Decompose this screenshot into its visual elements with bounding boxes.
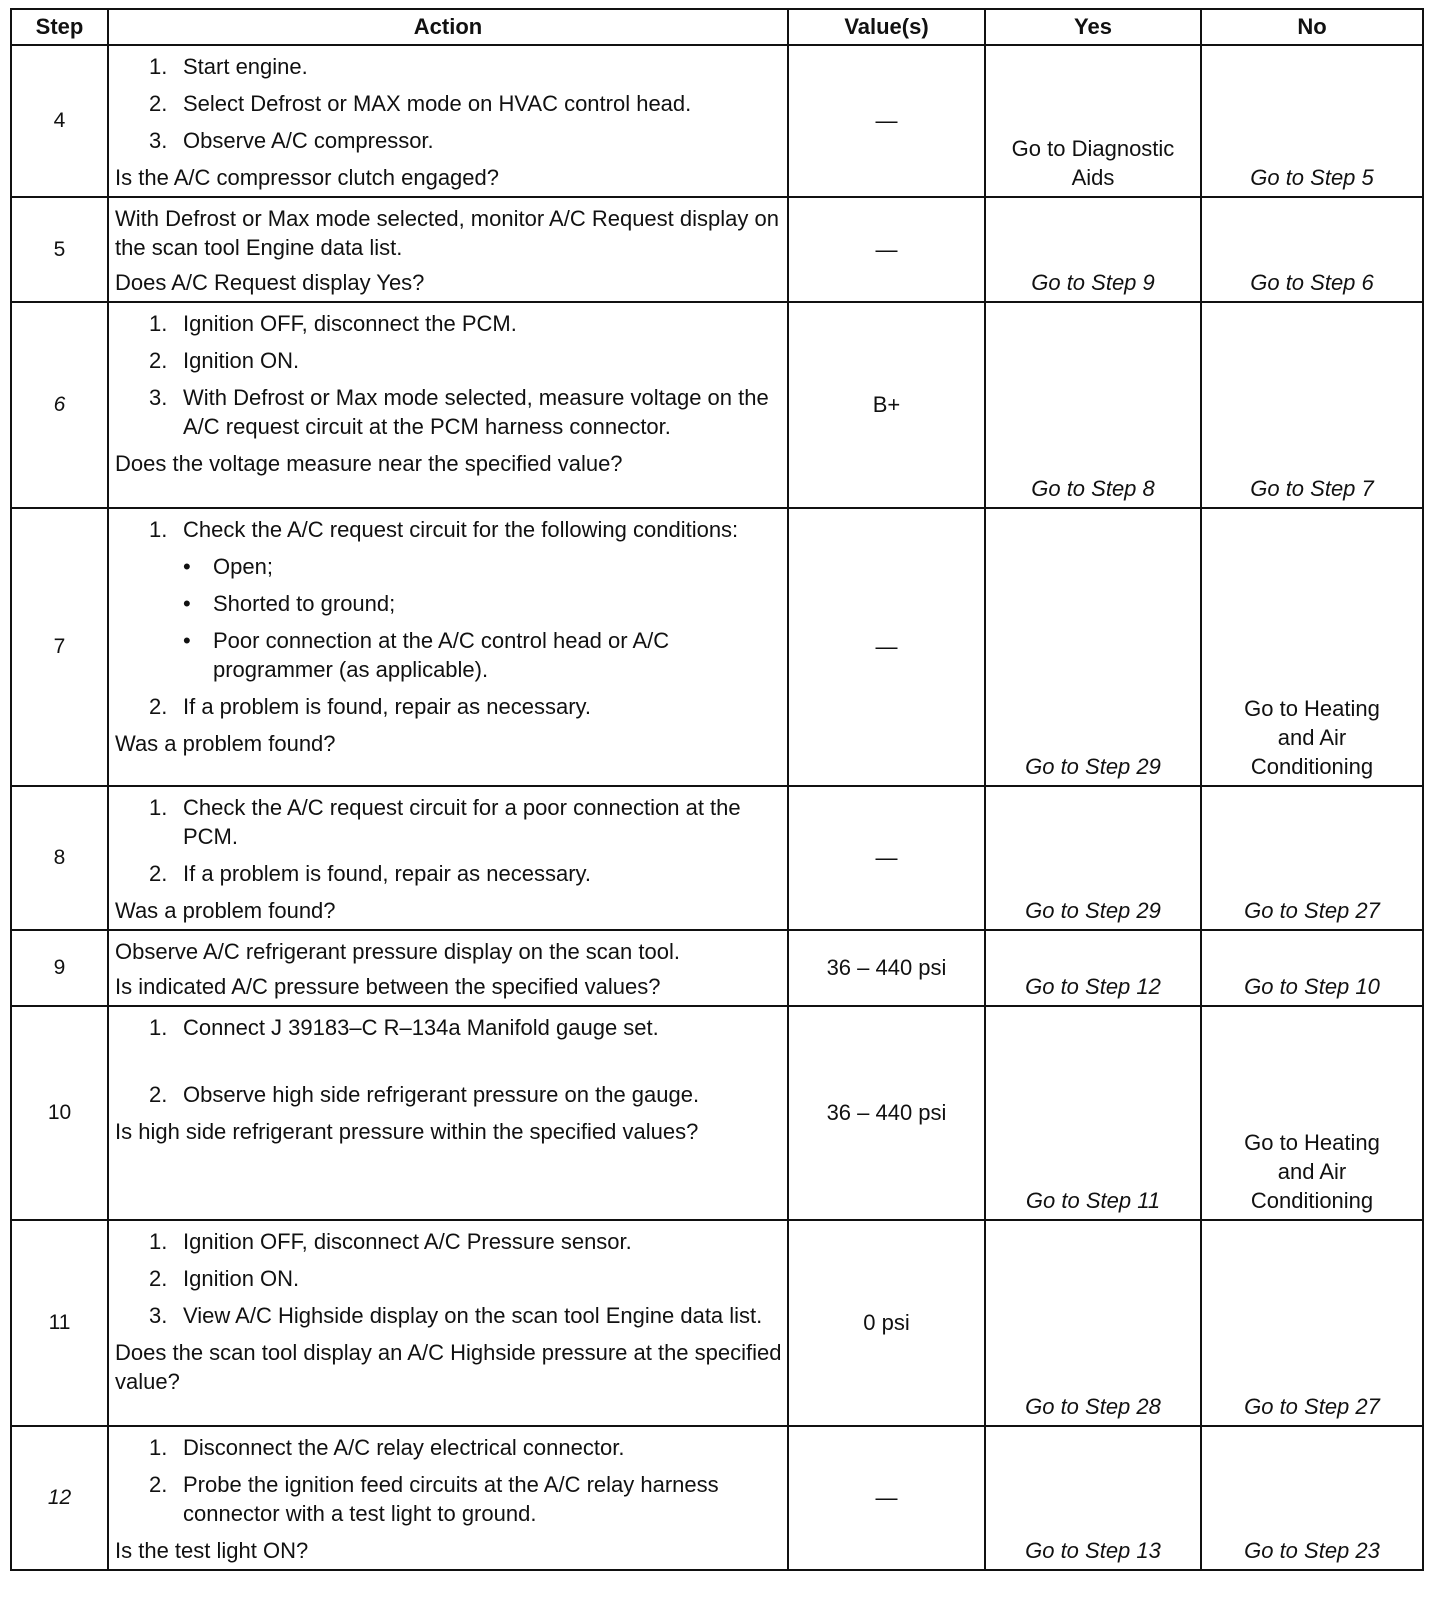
bullet-icon: •: [183, 554, 191, 579]
step-item-number: 1.: [149, 795, 168, 820]
step-item-number: 1.: [149, 311, 168, 336]
step-item-text: With Defrost or Max mode selected, measure voltage on the A/C request circuit at the PCM harness connector.: [183, 385, 769, 439]
value-cell: 36 – 440 psi: [788, 930, 985, 1006]
goto-step-link[interactable]: Go to Step 13: [1025, 1538, 1161, 1563]
table-row: [11, 930, 1423, 1006]
action-text: With Defrost or Max mode selected, monitor A/C Request display on the scan tool Engine data list.: [115, 206, 779, 260]
bullet-item: [115, 589, 783, 618]
question-text: Is the test light ON?: [115, 1538, 309, 1563]
numbered-step: [115, 346, 783, 375]
goto-step-link[interactable]: Go to Step 8: [1031, 476, 1155, 501]
step-number: 12: [11, 1426, 108, 1570]
no-cell: [1201, 1426, 1423, 1570]
step-number: 10: [11, 1006, 108, 1220]
question-text: Is indicated A/C pressure between the specified values?: [115, 974, 661, 999]
goto-section-link[interactable]: Go to Heating and Air Conditioning: [1244, 696, 1380, 779]
question-text: Was a problem found?: [115, 731, 336, 756]
step-item-number: 2.: [149, 348, 168, 373]
step-item-number: 1.: [149, 517, 168, 542]
question-text: Was a problem found?: [115, 898, 336, 923]
yes-cell: [985, 1426, 1201, 1570]
question-text: Does the scan tool display an A/C Highside pressure at the specified value?: [115, 1340, 782, 1394]
action-cell: [108, 1426, 788, 1570]
yes-cell: [985, 930, 1201, 1006]
yes-cell: [985, 1220, 1201, 1426]
step-item-number: 3.: [149, 385, 168, 410]
numbered-step: [115, 52, 783, 81]
step-item-text: Shorted to ground;: [213, 591, 396, 616]
numbered-step: [115, 89, 783, 118]
table-row: [11, 1006, 1423, 1220]
value-cell: —: [788, 197, 985, 302]
goto-step-link[interactable]: Go to Step 7: [1250, 476, 1374, 501]
step-item-text: Poor connection at the A/C control head or A/C programmer (as applicable).: [213, 628, 670, 682]
question-text: Does the voltage measure near the specified value?: [115, 451, 623, 476]
step-number: 4: [11, 45, 108, 197]
table-row: [11, 1220, 1423, 1426]
step-item-number: 2.: [149, 1082, 168, 1107]
step-item-text: Disconnect the A/C relay electrical connector.: [183, 1435, 625, 1460]
step-number: 7: [11, 508, 108, 786]
table-body: [11, 45, 1423, 1570]
numbered-step: [115, 859, 783, 888]
numbered-step: [115, 1013, 783, 1042]
action-cell: [108, 197, 788, 302]
spacer: [115, 1050, 783, 1080]
step-item-number: 2.: [149, 1472, 168, 1497]
action-cell: [108, 1006, 788, 1220]
goto-step-link[interactable]: Go to Step 12: [1025, 974, 1161, 999]
numbered-step: [115, 1264, 783, 1293]
no-cell: [1201, 930, 1423, 1006]
header-values: Value(s): [788, 9, 985, 45]
action-cell: [108, 930, 788, 1006]
step-item-text: Ignition ON.: [183, 1266, 300, 1291]
header-action: Action: [108, 9, 788, 45]
step-item-number: 2.: [149, 861, 168, 886]
question-text: Is high side refrigerant pressure within the specified values?: [115, 1119, 699, 1144]
yes-cell: [985, 508, 1201, 786]
question-text: Does A/C Request display Yes?: [115, 270, 425, 295]
no-cell: [1201, 197, 1423, 302]
numbered-step: [115, 309, 783, 338]
step-item-text: Ignition OFF, disconnect the PCM.: [183, 311, 517, 336]
step-item-number: 2.: [149, 1266, 168, 1291]
step-number: 9: [11, 930, 108, 1006]
value-cell: 36 – 440 psi: [788, 1006, 985, 1220]
goto-step-link[interactable]: Go to Step 28: [1025, 1394, 1161, 1419]
step-item-text: Open;: [213, 554, 273, 579]
step-item-text: Connect J 39183–C R–134a Manifold gauge set.: [183, 1015, 659, 1040]
no-cell: [1201, 1006, 1423, 1220]
bullet-icon: •: [183, 628, 191, 653]
yes-cell: [985, 1006, 1201, 1220]
value-cell: —: [788, 508, 985, 786]
header-step: Step: [11, 9, 108, 45]
step-item-number: 3.: [149, 1303, 168, 1328]
goto-step-link[interactable]: Go to Step 23: [1244, 1538, 1380, 1563]
action-cell: [108, 45, 788, 197]
numbered-step: [115, 692, 783, 721]
numbered-step: [115, 1080, 783, 1109]
yes-cell: [985, 45, 1201, 197]
step-item-text: Ignition ON.: [183, 348, 300, 373]
action-text: Observe A/C refrigerant pressure display on the scan tool.: [115, 939, 680, 964]
step-item-text: Start engine.: [183, 54, 308, 79]
step-item-number: 1.: [149, 1435, 168, 1460]
step-item-number: 3.: [149, 128, 168, 153]
value-cell: —: [788, 1426, 985, 1570]
step-item-text: Observe high side refrigerant pressure on the gauge.: [183, 1082, 700, 1107]
table-row: [11, 45, 1423, 197]
numbered-step: [115, 1301, 783, 1330]
value-cell: B+: [788, 302, 985, 508]
header-yes: Yes: [985, 9, 1201, 45]
goto-step-link[interactable]: Go to Step 11: [1025, 1188, 1161, 1213]
action-cell: [108, 786, 788, 930]
numbered-step: [115, 383, 783, 441]
bullet-item: [115, 552, 783, 581]
step-item-number: 2.: [149, 91, 168, 116]
diagnostic-table: [10, 8, 1424, 1571]
step-item-text: If a problem is found, repair as necessary.: [183, 694, 592, 719]
value-cell: —: [788, 786, 985, 930]
goto-step-link[interactable]: Go to Step 27: [1244, 898, 1380, 923]
action-cell: [108, 1220, 788, 1426]
action-cell: [108, 508, 788, 786]
step-item-number: 1.: [149, 1229, 168, 1254]
step-item-number: 1.: [149, 1015, 168, 1040]
yes-cell: [985, 786, 1201, 930]
goto-step-link[interactable]: Go to Step 29: [1025, 898, 1161, 923]
no-cell: [1201, 786, 1423, 930]
numbered-step: [115, 126, 783, 155]
no-cell: [1201, 508, 1423, 786]
table-row: [11, 197, 1423, 302]
numbered-step: [115, 793, 783, 851]
step-item-text: View A/C Highside display on the scan tool Engine data list.: [183, 1303, 763, 1328]
goto-step-link[interactable]: Go to Step 29: [1025, 754, 1161, 779]
yes-cell: [985, 302, 1201, 508]
goto-section-link[interactable]: Go to Heating and Air Conditioning: [1244, 1130, 1380, 1213]
goto-step-link[interactable]: Go to Step 6: [1250, 270, 1374, 295]
yes-cell: [985, 197, 1201, 302]
value-cell: —: [788, 45, 985, 197]
table-row: [11, 786, 1423, 930]
step-item-number: 1.: [149, 54, 168, 79]
goto-step-link[interactable]: Go to Step 9: [1031, 270, 1155, 295]
bullet-item: [115, 626, 783, 684]
table-row: [11, 1426, 1423, 1570]
numbered-step: [115, 515, 783, 544]
numbered-step: [115, 1433, 783, 1462]
step-item-text: If a problem is found, repair as necessary.: [183, 861, 592, 886]
step-item-text: Check the A/C request circuit for the following conditions:: [183, 517, 739, 542]
table-row: [11, 302, 1423, 508]
table-row: [11, 508, 1423, 786]
step-number: 8: [11, 786, 108, 930]
step-number: 5: [11, 197, 108, 302]
step-item-text: Observe A/C compressor.: [183, 128, 434, 153]
step-item-text: Probe the ignition feed circuits at the A/C relay harness connector with a test light to ground.: [183, 1472, 719, 1526]
no-cell: [1201, 302, 1423, 508]
step-item-text: Ignition OFF, disconnect A/C Pressure sensor.: [183, 1229, 632, 1254]
bullet-icon: •: [183, 591, 191, 616]
action-cell: [108, 302, 788, 508]
step-item-number: 2.: [149, 694, 168, 719]
step-number: 6: [11, 302, 108, 508]
step-item-text: Select Defrost or MAX mode on HVAC control head.: [183, 91, 692, 116]
goto-section-link[interactable]: Go to Diagnostic Aids: [1011, 136, 1175, 190]
goto-step-link[interactable]: Go to Step 5: [1250, 165, 1374, 190]
goto-step-link[interactable]: Go to Step 27: [1244, 1394, 1380, 1419]
question-text: Is the A/C compressor clutch engaged?: [115, 165, 499, 190]
step-number: 11: [11, 1220, 108, 1426]
goto-step-link[interactable]: Go to Step 10: [1244, 974, 1380, 999]
step-item-text: Check the A/C request circuit for a poor connection at the PCM.: [183, 795, 741, 849]
numbered-step: [115, 1470, 783, 1528]
no-cell: [1201, 45, 1423, 197]
header-row: [11, 9, 1423, 45]
numbered-step: [115, 1227, 783, 1256]
no-cell: [1201, 1220, 1423, 1426]
header-no: No: [1201, 9, 1423, 45]
value-cell: 0 psi: [788, 1220, 985, 1426]
